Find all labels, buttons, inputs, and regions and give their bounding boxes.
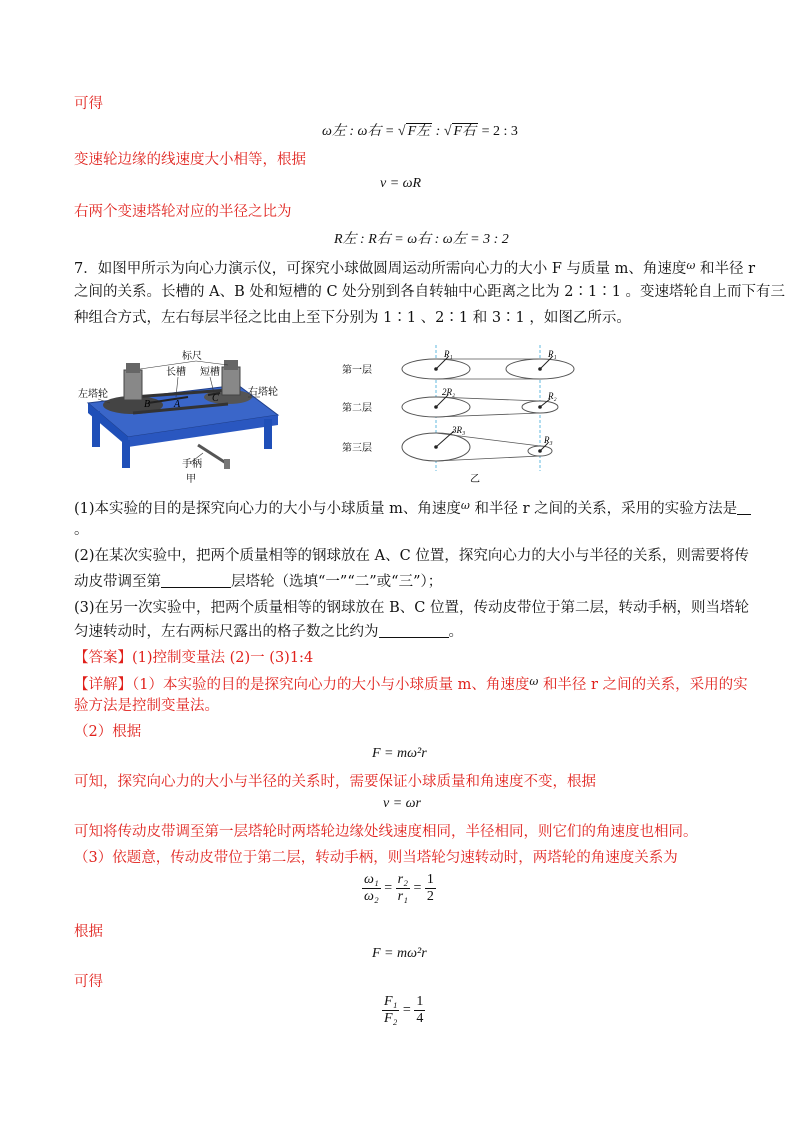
q7-text-1-tail: 和半径 r [699, 261, 756, 277]
label-short-slot: 短槽 [200, 367, 220, 378]
sqrt-2: √ F右 [443, 124, 477, 139]
answer-line: 【答案】(1)控制变量法 (2)一 (3)1:4 [74, 650, 314, 666]
sub2-text-b: 层塔轮（选填“一”“二”或“三”）； [231, 574, 443, 590]
label-right-wheel: 右塔轮 [248, 387, 278, 398]
sub1-text-tail: 和半径 r 之间的关系，采用的实验方法是 [474, 501, 738, 517]
frac-quarter [414, 994, 425, 1027]
sqrt-f-right: F右 [453, 124, 477, 139]
omega-symbol: ω [460, 499, 470, 512]
detail-1-line-2: 验方法是控制变量法。 [74, 698, 219, 714]
question-7-line-2: 之间的关系。长槽的 A、B 处和短槽的 C 处分别到各自转轴中心距离之比为 2∶1∶1 。变速塔轮自上而下有三 [74, 284, 786, 300]
text-genju: 根据 [74, 924, 103, 940]
sub-question-2-line-1: (2)在某次实验中，把两个质量相等的钢球放在 A、C 位置，探究向心力的大小与半径的关系，则需要将传 [74, 548, 749, 564]
eq1-left: ω左 : ω右 = [322, 124, 395, 139]
detail-1-text: 【详解】（1）本实验的目的是探究向心力的大小与小球质量 m、角速度 [74, 677, 530, 693]
omega-symbol: ω [686, 259, 696, 272]
equation-radius-ratio: R左 : R右 = ω右 : ω左 = 3 : 2 [334, 232, 509, 247]
equation-v-omega-r: v = ωr [383, 796, 421, 811]
caption-jia: 甲 [186, 474, 196, 485]
answer-blank-2[interactable] [161, 573, 231, 588]
question-7-line-1 [74, 256, 755, 279]
frac-quarter-num: 1 [416, 994, 424, 1009]
omega-symbol: ω [529, 675, 539, 688]
sub-question-1-line-1 [74, 496, 751, 519]
label-r3-left: 3R₃ [452, 425, 466, 435]
label-c: C [212, 393, 219, 404]
equation-force-2: F = mω²r [372, 946, 427, 961]
sub-question-2-line-2 [74, 572, 442, 592]
frac-force [382, 994, 399, 1027]
detail-2-line-b: 可知，探究向心力的大小与半径的关系时，需要保证小球质量和角速度不变，根据 [74, 774, 596, 790]
equation-omega-ratio: ω左 : ω右 = √ F左 : √ F右 = 2 : 3 [322, 124, 518, 139]
frac-omega-den: ω₂ [364, 889, 379, 904]
equation-v-omega-R: v = ωR [380, 176, 422, 191]
caption-yi: 乙 [470, 474, 480, 485]
frac-r [396, 872, 410, 905]
label-layer-2: 第二层 [342, 403, 372, 414]
frac-half-num: 1 [426, 872, 434, 887]
eq1-right: = 2 : 3 [481, 124, 518, 139]
detail-2-line-c: 可知将传动皮带调至第一层塔轮时两塔轮边缘处线速度相同，半径相同，则它们的角速度也相同。 [74, 824, 698, 840]
detail-1-text-tail: 和半径 r 之间的关系，采用的实 [542, 677, 748, 693]
detail-2-line: （2）根据 [74, 724, 142, 740]
figure-yi-tower-wheels [340, 343, 580, 485]
detail-3-line: （3）依题意，传动皮带位于第二层，转动手柄，则当塔轮匀速转动时，两塔轮的角速度关系为 [74, 850, 678, 866]
frac-r-num: r₂ [397, 872, 408, 887]
frac-omega [362, 872, 381, 905]
label-long-slot: 长槽 [166, 367, 186, 378]
label-r1-left: R₁ [444, 349, 453, 359]
equals-1: = [384, 880, 393, 896]
frac-force-den: F₂ [384, 1011, 398, 1026]
label-left-wheel: 左塔轮 [78, 389, 108, 400]
sub2-text-a: 动皮带调至第 [74, 574, 161, 590]
label-r2-right: R₂ [548, 391, 557, 401]
sub3-text-b: 。 [448, 624, 463, 640]
equation-force-ratio [382, 994, 425, 1027]
label-ruler: 标尺 [182, 351, 202, 362]
label-r2-left: 2R₂ [442, 387, 456, 397]
text-kede-2: 可得 [74, 974, 103, 990]
sub1-text: (1)本实验的目的是探究向心力的大小与小球质量 m、角速度 [74, 501, 461, 517]
label-handle: 手柄 [182, 459, 202, 470]
label-r3-right: R₃ [544, 435, 553, 445]
text-kede-1: 可得 [74, 96, 103, 112]
equals-3: = [402, 1002, 411, 1018]
answer-blank-3[interactable] [379, 623, 449, 638]
frac-half [425, 872, 436, 905]
label-a: A [174, 399, 181, 410]
sub-question-3-line-2 [74, 622, 463, 642]
detail-1-line-1 [74, 672, 748, 695]
label-layer-1: 第一层 [342, 365, 372, 376]
frac-r-den: r₁ [397, 889, 408, 904]
equation-omega-fraction [362, 872, 436, 905]
sqrt-f-left: F左 [407, 124, 431, 139]
answer-blank-1[interactable] [737, 500, 751, 515]
label-r1-right: R₁ [548, 349, 557, 359]
figure-jia-apparatus [78, 345, 293, 485]
text-edge-speed: 变速轮边缘的线速度大小相等，根据 [74, 152, 306, 168]
frac-omega-num: ω₁ [364, 872, 379, 887]
sub-question-3-line-1: (3)在另一次实验中，把两个质量相等的钢球放在 B、C 位置，传动皮带位于第二层，转动手柄，则当塔轮 [74, 600, 750, 616]
text-radius-ratio: 右两个变速塔轮对应的半径之比为 [74, 204, 292, 220]
sub-question-1-line-2: 。 [74, 522, 89, 538]
label-layer-3: 第三层 [342, 443, 372, 454]
frac-force-num: F₁ [384, 994, 398, 1009]
sub3-text-a: 匀速转动时，左右两标尺露出的格子数之比约为 [74, 624, 379, 640]
equation-force-1: F = mω²r [372, 746, 427, 761]
q7-text-1: 7．如图甲所示为向心力演示仪，可探究小球做圆周运动所需向心力的大小 F 与质量 m、角速度 [74, 261, 687, 277]
sqrt-1: √ F左 [397, 124, 431, 139]
frac-half-den: 2 [426, 889, 434, 904]
equals-2: = [413, 880, 422, 896]
frac-quarter-den: 4 [416, 1011, 424, 1026]
question-7-line-3: 种组合方式，左右每层半径之比由上至下分别为 1∶1 、2∶1 和 3∶1 ，如图乙所示。 [74, 310, 631, 326]
label-b: B [144, 399, 151, 410]
